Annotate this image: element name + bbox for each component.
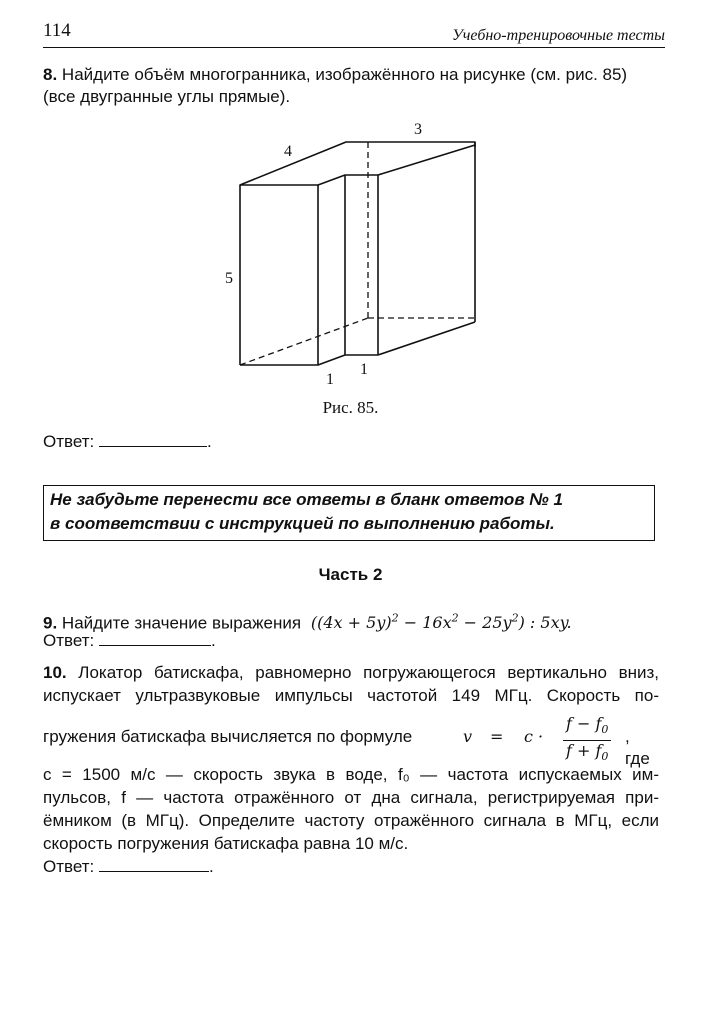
task9-expr-close: ) : 5xy. xyxy=(518,613,572,633)
task8-text-line2: (все двугранные углы прямые). xyxy=(43,87,291,106)
formula-c: c · xyxy=(524,727,544,746)
figure-caption: Рис. 85. xyxy=(322,398,379,417)
fraction-denominator-text: f + f xyxy=(566,741,602,761)
task10-line2: испускает ультразвуковые импульсы частотой 149 МГц. Скорость по- xyxy=(43,686,659,705)
task8-text-line1: Найдите объём многогранника, изображённого на рисунке (см. рис. 85) xyxy=(61,65,628,84)
task10-line3-text: гружения батискафа вычисляется по формуле xyxy=(43,727,413,746)
fraction-numerator-sub: 0 xyxy=(601,723,609,737)
figure-top-step xyxy=(318,145,475,185)
formula-eq: = xyxy=(490,727,504,746)
figure-front-outline xyxy=(240,185,318,365)
task10-line5: пульсов, f — частота отражённого от дна сигнала, регистрируемая при- xyxy=(43,788,659,807)
formula-fraction xyxy=(563,714,611,767)
task10-line1-text: Локатор батискафа, равномерно погружающегося вертикально вниз, xyxy=(78,663,659,682)
part2-heading: Часть 2 xyxy=(318,565,383,584)
task8-answer xyxy=(43,431,212,453)
task9-expression xyxy=(306,613,572,632)
task9-exp2: 2 xyxy=(451,612,459,625)
task10-answer-label: Ответ: xyxy=(43,857,95,876)
task8-question xyxy=(43,64,668,108)
figure-bottom-right xyxy=(378,322,475,355)
task9-number: 9. xyxy=(43,613,58,633)
figure-label-back: 3 xyxy=(414,121,422,138)
task9-answer-label: Ответ: xyxy=(43,631,95,650)
task9-exp3: 2 xyxy=(511,612,519,625)
task9-answer xyxy=(43,630,216,652)
figure-top-edges xyxy=(240,142,475,185)
task8-number: 8. xyxy=(43,65,58,84)
task10-answer-end: . xyxy=(208,857,214,876)
task8-answer-label: Ответ: xyxy=(43,432,95,451)
task9-exp1: 2 xyxy=(391,612,399,625)
header-rule xyxy=(43,47,665,48)
task8-answer-blank[interactable] xyxy=(99,432,207,447)
task9-answer-end: . xyxy=(210,631,216,650)
figure-label-height: 5 xyxy=(225,270,233,287)
running-title: Учебно-тренировочные тесты xyxy=(452,27,665,44)
formula-v: v xyxy=(463,727,473,746)
polyhedron-figure xyxy=(200,110,520,400)
task10-line6: ёмником (в МГц). Определите частоту отражённого сигнала в МГц, если xyxy=(43,811,659,830)
fraction-numerator-text: f − f xyxy=(566,714,602,733)
task10-answer-blank[interactable] xyxy=(99,857,209,872)
task9-expr-open: ((4x + 5y) xyxy=(310,613,392,633)
task9-answer-blank[interactable] xyxy=(99,631,211,646)
task9-expr-mid1: − 16x xyxy=(398,613,452,633)
task8-answer-end: . xyxy=(206,432,212,451)
figure-label-bottom1: 1 xyxy=(326,371,334,388)
figure-hidden-bottom-diag xyxy=(240,318,368,365)
task9-expr-mid2: − 25y xyxy=(458,613,512,633)
task9-text: Найдите значение выражения xyxy=(61,613,302,633)
page-number: 114 xyxy=(43,20,71,41)
task10-number: 10. xyxy=(43,663,67,682)
reminder-line2: в соответствии с инструкцией по выполнению работы. xyxy=(50,514,555,533)
figure-bottom-step xyxy=(318,355,378,365)
task10-answer xyxy=(43,856,214,878)
task10-line4: c = 1500 м/с — скорость звука в воде, f₀ — частота испускаемых им- xyxy=(43,765,659,784)
fraction-denominator-sub: 0 xyxy=(601,750,609,764)
figure-label-depth: 4 xyxy=(284,143,292,160)
task10-line1 xyxy=(43,662,659,684)
reminder-box xyxy=(43,485,655,541)
fraction-numerator xyxy=(563,714,611,741)
figure-label-bottom2: 1 xyxy=(360,361,368,378)
task10-line3-end: , где xyxy=(625,727,650,768)
reminder-line1: Не забудьте перенести все ответы в бланк ответов № 1 xyxy=(50,490,563,509)
task10-line7: скорость погружения батискафа равна 10 м/с. xyxy=(43,834,409,853)
task10-line3 xyxy=(43,714,659,768)
